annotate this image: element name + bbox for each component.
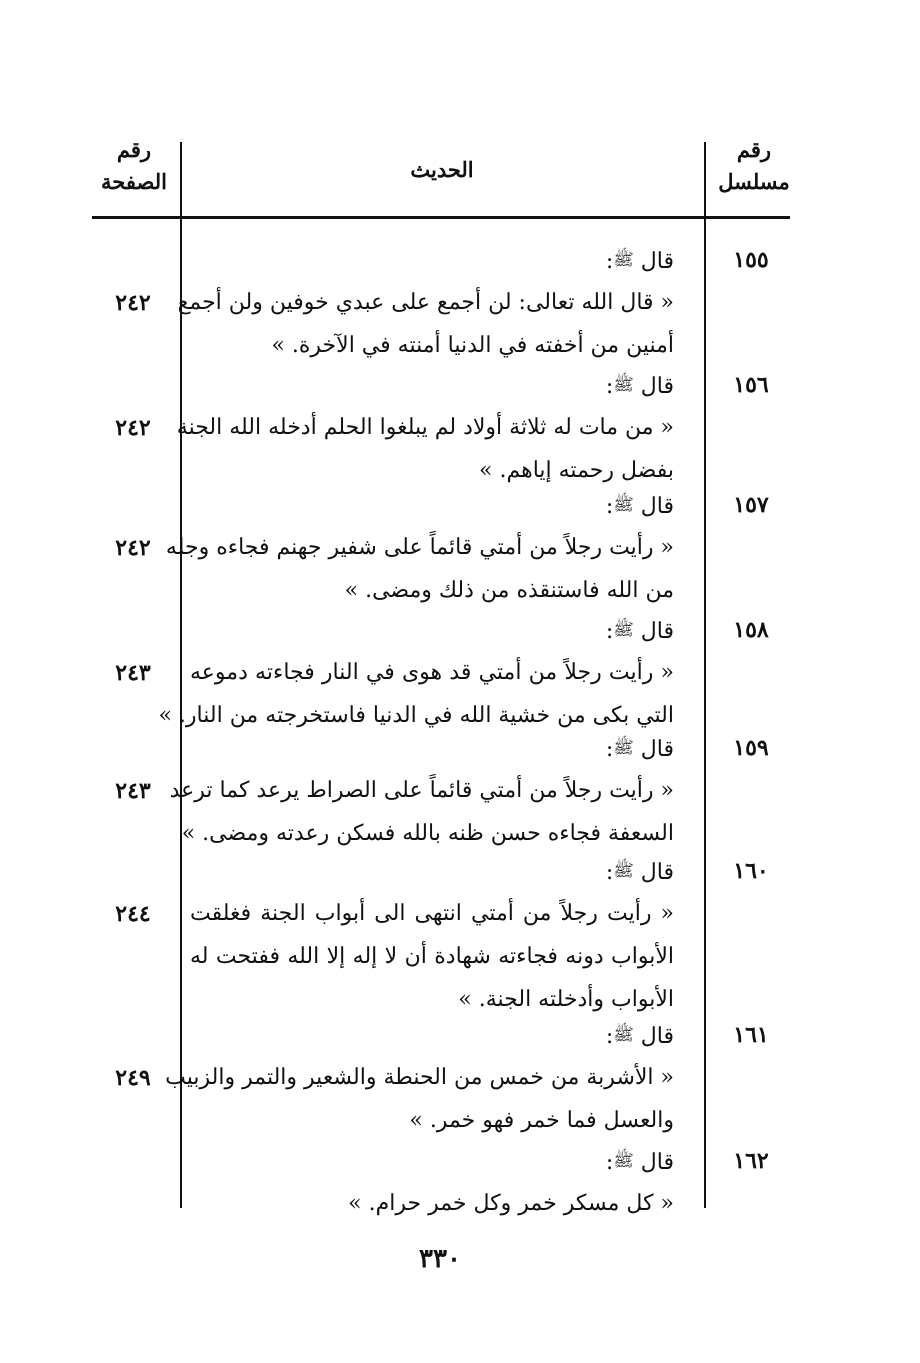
hadith-text-line: « رأيت رجلاً من أمتي قائماً على شفير جهنم فجاءه وجله	[165, 535, 674, 560]
qal-intro	[480, 370, 674, 402]
serial-column-header	[712, 134, 796, 198]
qal-colon: :	[605, 249, 614, 274]
salutation-glyph: ﷺ	[613, 375, 634, 395]
qal-intro	[480, 245, 674, 277]
hadith-text-line: من الله فاستنقذه من ذلك ومضى. »	[344, 578, 674, 603]
qal-intro	[480, 615, 674, 647]
serial-number: ١٥٩	[733, 735, 769, 761]
salutation-glyph: ﷺ	[613, 1025, 634, 1045]
hadith-text-line: « رأيت رجلاً من أمتي انتهى الى أبواب الجنة فغلقت	[190, 901, 674, 926]
qal-colon: :	[605, 619, 614, 644]
serial-number: ١٥٦	[733, 372, 769, 398]
page-header-line-2: الصفحة	[101, 169, 167, 194]
hadith-header: الحديث	[410, 157, 474, 182]
page-reference: ٢٤٢	[115, 535, 151, 561]
salutation-glyph: ﷺ	[613, 620, 634, 640]
qal-colon: :	[605, 737, 614, 762]
serial-header-line-1: رقم	[736, 137, 772, 162]
qal-intro	[480, 1020, 674, 1052]
qal-word: قال	[640, 494, 674, 519]
hadith-text-line: « رأيت رجلاً من أمتي قد هوى في النار فجاءته دموعه	[190, 660, 674, 685]
serial-number: ١٦٠	[733, 858, 769, 884]
qal-word: قال	[640, 1024, 674, 1049]
salutation-glyph: ﷺ	[613, 495, 634, 515]
page-reference: ٢٤٤	[115, 901, 151, 927]
hadith-text-line: أمنين من أخفته في الدنيا أمنته في الآخرة. »	[271, 333, 674, 358]
hadith-text-line: « قال الله تعالى: لن أجمع على عبدي خوفين ولن أجمع	[177, 290, 674, 315]
footer-page-number: ٣٣٠	[419, 1244, 461, 1274]
qal-word: قال	[640, 1150, 674, 1175]
hadith-text-line: السعفة فجاءه حسن ظنه بالله فسكن رعدته ومضى. »	[181, 821, 674, 846]
qal-intro	[480, 490, 674, 522]
page-reference: ٢٤٣	[115, 660, 151, 686]
qal-word: قال	[640, 374, 674, 399]
qal-intro	[480, 1146, 674, 1178]
serial-header-line-2: مسلسل	[718, 169, 790, 194]
hadith-text-line: الأبواب دونه فجاءته شهادة أن لا إله إلا الله ففتحت له	[190, 944, 674, 969]
hadith-text-line: « الأشربة من خمس من الحنطة والشعير والتمر والزبيب	[165, 1065, 674, 1090]
page-reference: ٢٤٩	[115, 1065, 151, 1091]
page-reference: ٢٤٣	[115, 778, 151, 804]
qal-word: قال	[640, 249, 674, 274]
page-reference: ٢٤٢	[115, 290, 151, 316]
page-column-header	[92, 134, 176, 198]
qal-word: قال	[640, 619, 674, 644]
salutation-glyph: ﷺ	[613, 861, 634, 881]
page-reference: ٢٤٢	[115, 415, 151, 441]
header-underline	[92, 216, 790, 219]
qal-word: قال	[640, 860, 674, 885]
qal-colon: :	[605, 1150, 614, 1175]
serial-column-rule	[704, 142, 706, 1208]
salutation-glyph: ﷺ	[613, 1151, 634, 1171]
qal-word: قال	[640, 737, 674, 762]
hadith-text-line: « من مات له ثلاثة أولاد لم يبلغوا الحلم أدخله الله الجنة	[176, 415, 674, 440]
salutation-glyph: ﷺ	[613, 738, 634, 758]
salutation-glyph: ﷺ	[613, 250, 634, 270]
serial-number: ١٥٧	[733, 492, 769, 518]
serial-number: ١٥٨	[733, 617, 769, 643]
qal-colon: :	[605, 860, 614, 885]
hadith-text-line: « كل مسكر خمر وكل خمر حرام. »	[348, 1191, 674, 1216]
hadith-text-line: التي بكى من خشية الله في الدنيا فاستخرجته من النار. »	[158, 703, 674, 728]
hadith-text-line: الأبواب وأدخلته الجنة. »	[458, 987, 674, 1012]
serial-number: ١٥٥	[733, 247, 769, 273]
qal-intro	[480, 733, 674, 765]
serial-number: ١٦١	[733, 1022, 769, 1048]
qal-colon: :	[605, 494, 614, 519]
hadith-text-line: بفضل رحمته إياهم. »	[479, 458, 674, 483]
hadith-text-line: « رأيت رجلاً من أمتي قائماً على الصراط يرعد كما ترعد	[169, 778, 674, 803]
qal-colon: :	[605, 1024, 614, 1049]
qal-intro	[480, 856, 674, 888]
hadith-column-header	[190, 154, 694, 186]
serial-number: ١٦٢	[733, 1148, 769, 1174]
qal-colon: :	[605, 374, 614, 399]
page-header-line-1: رقم	[116, 137, 152, 162]
hadith-text-line: والعسل فما خمر فهو خمر. »	[409, 1108, 674, 1133]
